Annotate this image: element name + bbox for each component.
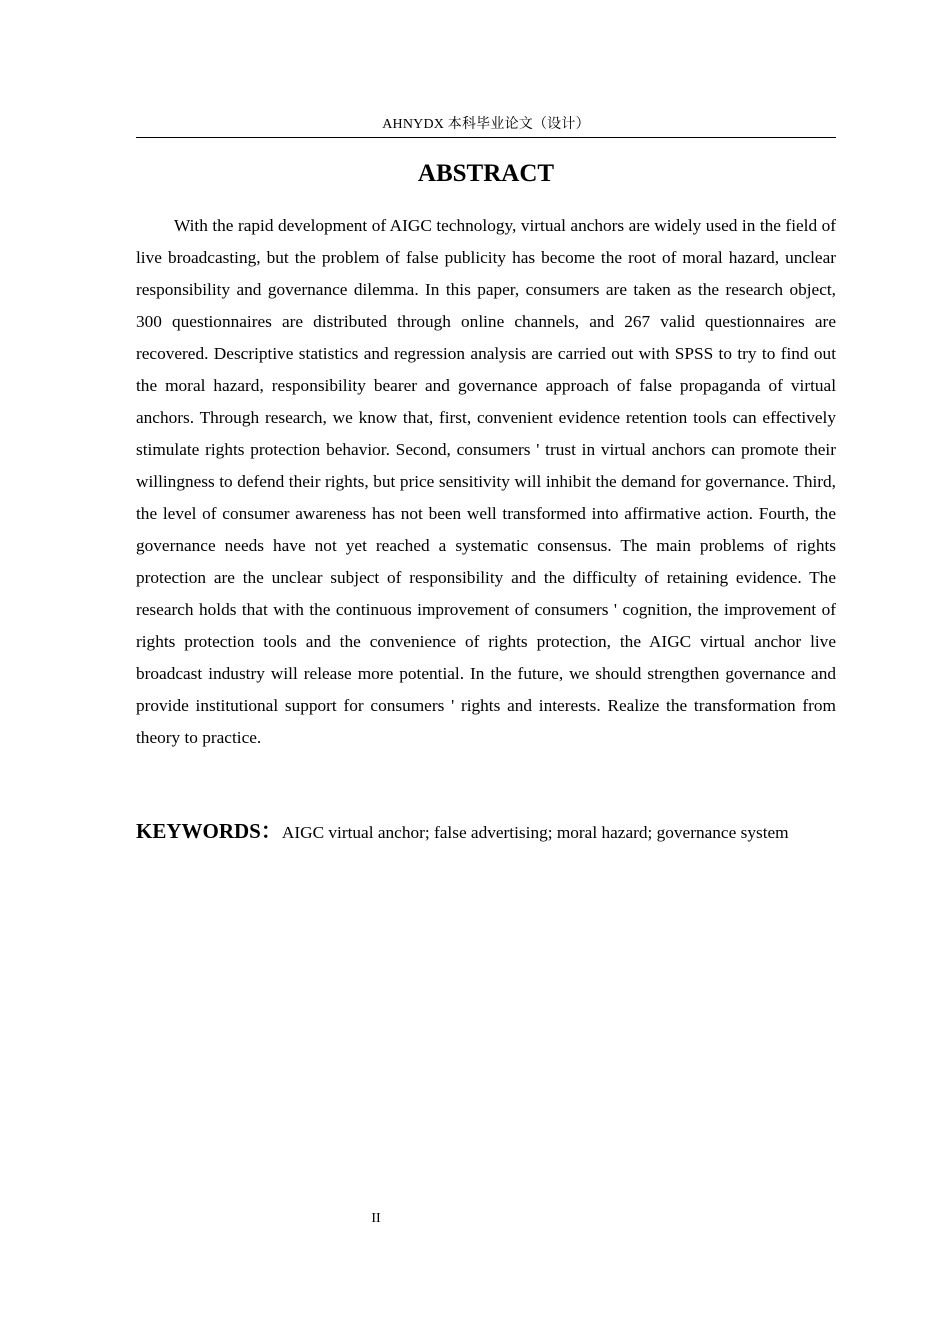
abstract-title: ABSTRACT bbox=[417, 160, 555, 187]
page-number: II bbox=[371, 1211, 381, 1226]
abstract-paragraph: With the rapid development of AIGC technology, virtual anchors are widely used in the field of live broadcasting, but the problem of false publicity has become the root of moral hazard, unclear responsibility and governance dilemma. In this paper, consumers are taken as the research object, 300 questionnaires are distributed through online channels, and 267 valid questionnaires are recovered. Descriptive statistics and regression analysis are carried out with SPSS to try to find out the moral hazard, responsibility bearer and governance approach of false propaganda of virtual anchors. Through research, we know that, first, convenient evidence retention tools can effectively stimulate rights protection behavior. Second, consumers ' trust in virtual anchors can promote their willingness to defend their rights, but price sensitivity will inhibit the demand for governance. Third, the level of consumer awareness has not been well transformed into affirmative action. Fourth, the governance needs have not yet reached a systematic consensus. The main problems of rights protection are the unclear subject of responsibility and the difficulty of retaining evidence. The research holds that with the continuous improvement of consumers ' cognition, the improvement of rights protection tools and the convenience of rights protection, the AIGC virtual anchor live broadcast industry will release more potential. In the future, we should strengthen governance and provide institutional support for consumers ' rights and interests. Realize the transformation from theory to practice. bbox=[136, 216, 836, 747]
header-divider bbox=[136, 137, 836, 138]
keywords-text: AIGC virtual anchor; false advertising; moral hazard; governance system bbox=[281, 823, 789, 842]
keywords-line bbox=[136, 815, 836, 849]
running-header: AHNYDX 本科毕业论文（设计） bbox=[382, 117, 590, 132]
keywords-label: KEYWORDS： bbox=[136, 819, 282, 843]
